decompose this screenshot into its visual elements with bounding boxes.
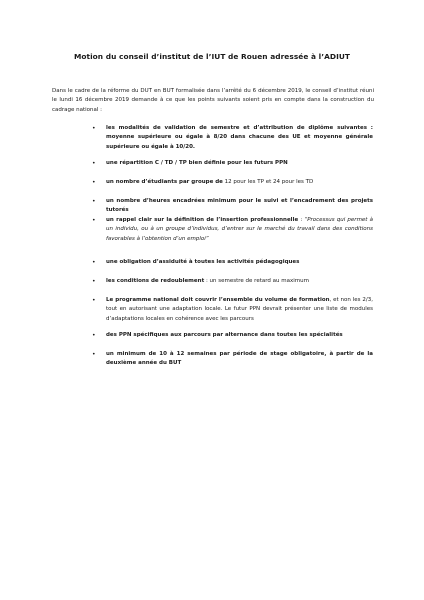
bullet-icon: •: [92, 179, 96, 186]
list-item-text: [106, 331, 373, 340]
list-item-bold: une répartition C / TD / TP bien définie pour les futurs PPN: [106, 160, 288, 166]
list-item-text: [106, 197, 373, 216]
bullet-icon: •: [92, 259, 96, 266]
list-item-bold: un nombre d’heures encadrées minimum pour le suivi et l’encadrement des projets tutorés: [106, 198, 373, 214]
bullet-icon: •: [92, 351, 96, 358]
list-item-bold: des PPN spécifiques aux parcours par alternance dans toutes les spécialités: [106, 332, 343, 338]
bullet-icon: •: [92, 278, 96, 285]
list-item-bold: les conditions de redoublement: [106, 278, 205, 284]
bullet-icon: •: [92, 217, 96, 224]
list-item-text: [106, 296, 373, 324]
list-item-text: [106, 216, 373, 244]
bullet-icon: •: [92, 297, 96, 304]
list-item-text: [106, 124, 373, 152]
bullet-icon: •: [92, 332, 96, 339]
list-item-rest: 12 pour les TP et 24 pour les TD: [222, 179, 314, 185]
list-item-text: [106, 178, 373, 187]
list-item-rest: :: [298, 217, 305, 223]
list-item-bold: un nombre d’étudiants par groupe de: [106, 179, 223, 185]
list-item-bold: un rappel clair sur la définition de l’insertion professionnelle: [106, 217, 299, 223]
list-item-text: [106, 277, 373, 286]
list-item-text: [106, 258, 373, 267]
bullet-icon: •: [92, 125, 96, 132]
list-item-rest: , et non les 2/3, tout en autorisant une adaptation locale. Le futur PPN devrait présenter une liste de modules d’adaptations locales en cohérence avec les parcours: [106, 297, 373, 322]
list-item-rest: : un semestre de retard au maximum: [204, 278, 309, 284]
list-item-text: [106, 350, 373, 369]
list-item-text: [106, 159, 373, 168]
page-title: Motion du conseil d’institut de l’IUT de Rouen adressée à l’ADIUT: [73, 52, 351, 61]
list-item-bold: un minimum de 10 à 12 semaines par période de stage obligatoire, à partir de la deuxième année du BUT: [106, 351, 373, 367]
list-item-bold: Le programme national doit couvrir l’ensemble du volume de formation: [106, 297, 330, 303]
bullet-icon: •: [92, 160, 96, 167]
list-item-bold: les modalités de validation de semestre et d’attribution de diplôme suivantes : moyenne supérieure ou égale à 8/20 dans chacune des UE et moyenne générale supérieure ou égale à 10/20.: [106, 125, 373, 150]
intro-paragraph: Dans le cadre de la réforme du DUT en BUT formalisée dans l’arrêté du 6 décembre 2019, le conseil d’institut réuni le lundi 16 décembre 2019 demande à ce que les points suivants soient pris en compte dans la construction du cadrage national :: [52, 88, 374, 113]
list-item-bold: une obligation d’assiduité à toutes les activités pédagogiques: [106, 259, 300, 265]
bullet-icon: •: [92, 198, 96, 205]
list-item-quote: “Processus qui permet à un individu, ou à un groupe d’individus, d’entrer sur le marché du travail dans des conditions favorables à l’obtention d’un emploi”: [106, 217, 373, 242]
